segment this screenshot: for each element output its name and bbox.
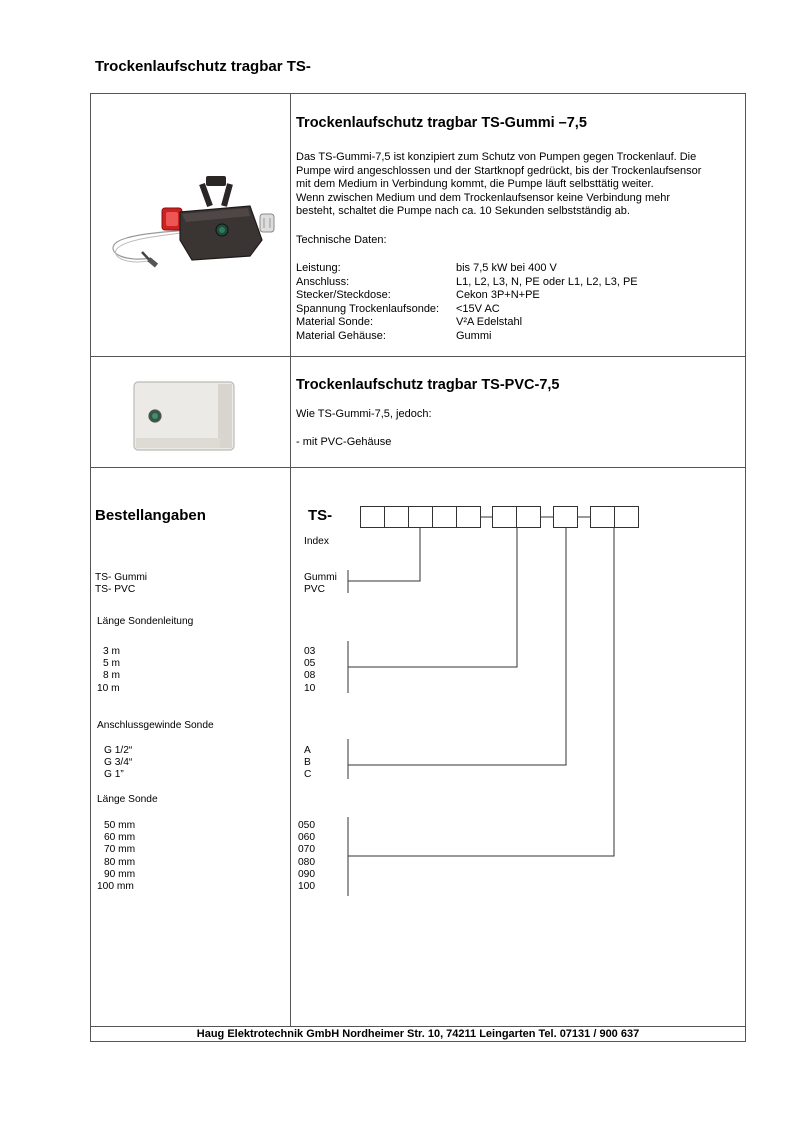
option-code: 080 [298, 856, 315, 868]
option-label: 60 mm [104, 832, 136, 844]
option-label: 100 mm [97, 881, 134, 893]
option-label: 70 mm [104, 844, 136, 856]
spec-label: Material Gehäuse: [296, 330, 386, 342]
spec-value: V²A Edelstahl [456, 316, 523, 329]
description-line: mit dem Medium in Verbindung kommt, die Pumpe läuft selbsttätig weiter. [296, 178, 654, 191]
spec-label: Spannung Trockenlaufsonde: [296, 302, 440, 315]
spec-value: bis 7,5 kW bei 400 V [456, 262, 557, 274]
option-label: 10 m [97, 682, 120, 694]
option-label: G 1/2“ [104, 745, 133, 756]
page-title: Trockenlaufschutz tragbar TS- [95, 58, 311, 75]
option-label: 8 m [103, 670, 120, 682]
option-code: 050 [298, 820, 315, 831]
spec-value: <15V AC [456, 302, 500, 315]
group-heading: Anschlussgewinde Sonde [97, 720, 214, 731]
option-label: G 1” [104, 769, 124, 781]
option-code: Gummi [304, 572, 337, 583]
description-line: Pumpe wird angeschlossen und der Startknopf gedrückt, bis der Trockenlaufsensor [296, 164, 702, 177]
option-label: 80 mm [104, 856, 136, 868]
option-code: 05 [304, 658, 316, 670]
spec-label: Stecker/Steckdose: [296, 289, 391, 302]
option-code: 100 [298, 881, 315, 893]
section2-line2: - mit PVC-Gehäuse [296, 436, 392, 448]
option-label: TS- Gummi [95, 572, 148, 583]
option-code: 070 [298, 844, 315, 856]
option-code: B [304, 757, 311, 769]
description-line: besteht, schaltet die Pumpe nach ca. 10 Sekunden selbstständig ab. [296, 205, 630, 218]
spec-label: Leistung: [296, 262, 341, 274]
order-group-thread [104, 745, 132, 782]
description-line: Das TS-Gummi-7,5 ist konzipiert zum Schutz von Pumpen gegen Trockenlauf. Die [296, 151, 697, 163]
order-code-prefix: TS- [308, 507, 333, 524]
order-heading: Bestellangaben [95, 507, 206, 524]
section2-line1: Wie TS-Gummi-7,5, jedoch: [296, 408, 432, 420]
option-code: A [304, 745, 311, 756]
group-heading: Länge Sonde [97, 794, 158, 805]
spec-value: Gummi [456, 330, 492, 342]
option-code: C [304, 769, 312, 781]
option-label: 3 m [103, 646, 120, 657]
option-code: 10 [304, 682, 316, 694]
option-label: TS- PVC [95, 584, 136, 596]
footer-company-info: Haug Elektrotechnik GmbH Nordheimer Str. 10, 74211 Leingarten Tel. 07131 / 900 637 [196, 1028, 640, 1040]
option-code: 03 [304, 646, 316, 657]
description-line: Wenn zwischen Medium und dem Trockenlaufsensor keine Verbindung mehr [296, 191, 670, 204]
option-code: PVC [304, 584, 325, 596]
section2-title: Trockenlaufschutz tragbar TS-PVC-7,5 [296, 377, 560, 393]
order-codes-types [304, 572, 337, 596]
order-group-types [95, 572, 147, 596]
spec-label: Anschluss: [296, 275, 350, 288]
index-label: Index [304, 536, 329, 547]
option-code: 090 [298, 868, 315, 880]
spec-value: Cekon 3P+N+PE [456, 289, 540, 302]
tech-heading: Technische Daten: [296, 234, 387, 246]
option-label: 90 mm [104, 868, 136, 880]
option-label: G 3/4“ [104, 757, 133, 769]
order-group-cable-length [95, 646, 120, 695]
option-code: 08 [304, 670, 316, 682]
order-codes-cable-length [304, 646, 315, 695]
spec-value: L1, L2, L3, N, PE oder L1, L2, L3, PE [456, 275, 638, 288]
option-label: 5 m [103, 658, 120, 670]
order-group-probe-length [97, 820, 135, 893]
spec-label: Material Sonde: [296, 316, 374, 329]
group-heading: Länge Sondenleitung [97, 616, 194, 627]
section1-title: Trockenlaufschutz tragbar TS-Gummi –7,5 [296, 115, 587, 131]
option-label: 50 mm [104, 820, 136, 831]
order-codes-probe-length [298, 820, 315, 893]
order-codes-thread [304, 745, 311, 782]
option-code: 060 [298, 832, 315, 844]
